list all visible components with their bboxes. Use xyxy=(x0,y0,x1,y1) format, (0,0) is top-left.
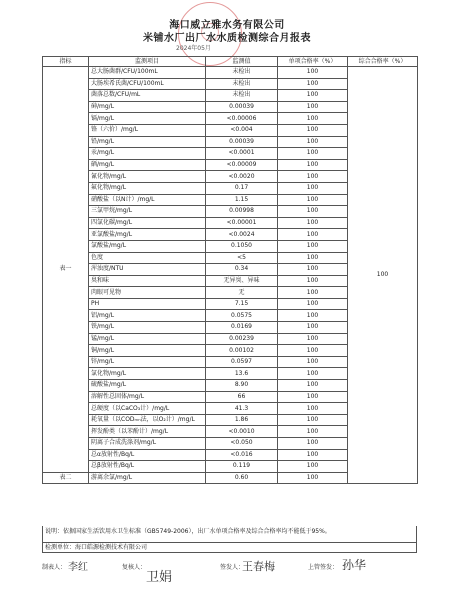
item-pass-rate: 100 xyxy=(278,345,348,357)
item-pass-rate: 100 xyxy=(278,171,348,183)
measured-value: <0.0001 xyxy=(206,148,278,160)
item-pass-rate: 100 xyxy=(278,67,348,79)
measured-value: <5 xyxy=(206,252,278,264)
item-name: 大肠埃希氏菌/CFU/100mL xyxy=(89,78,206,90)
item-pass-rate: 100 xyxy=(278,368,348,380)
measured-value: 0.00039 xyxy=(206,136,278,148)
water-quality-table xyxy=(42,56,418,484)
item-pass-rate: 100 xyxy=(278,101,348,113)
item-name: 臭和味 xyxy=(89,275,206,287)
measured-value: <0.004 xyxy=(206,124,278,136)
item-name: 色度 xyxy=(89,252,206,264)
item-name: 三氯甲烷/mg/L xyxy=(89,206,206,218)
measured-value: 8.90 xyxy=(206,380,278,392)
item-name: 铅/mg/L xyxy=(89,136,206,148)
measured-value: 0.0575 xyxy=(206,310,278,322)
report-title: 米铺水厂出厂水水质检测综合月报表 xyxy=(143,33,311,44)
item-name: 铝/mg/L xyxy=(89,310,206,322)
measured-value: 1.86 xyxy=(206,414,278,426)
item-pass-rate: 100 xyxy=(278,449,348,461)
item-pass-rate: 100 xyxy=(278,322,348,334)
item-name: 浑浊度/NTU xyxy=(89,264,206,276)
item-pass-rate: 100 xyxy=(278,287,348,299)
preparer-signature: 李红 xyxy=(68,562,88,573)
item-pass-rate: 100 xyxy=(278,414,348,426)
item-pass-rate: 100 xyxy=(278,159,348,171)
measured-value: 0.1050 xyxy=(206,240,278,252)
measured-value: 41.3 xyxy=(206,403,278,415)
item-pass-rate: 100 xyxy=(278,90,348,102)
approver-signature: 王春梅 xyxy=(242,560,275,573)
measured-value: <0.050 xyxy=(206,438,278,450)
item-name: 硒/mg/L xyxy=(89,159,206,171)
item-pass-rate: 100 xyxy=(278,217,348,229)
item-name: 游离余氯/mg/L xyxy=(89,472,206,484)
group-label-table2: 表二 xyxy=(43,472,89,484)
item-pass-rate: 100 xyxy=(278,356,348,368)
item-pass-rate: 100 xyxy=(278,391,348,403)
item-pass-rate: 100 xyxy=(278,380,348,392)
overall-pass-rate: 100 xyxy=(348,67,418,484)
item-pass-rate: 100 xyxy=(278,403,348,415)
col-overall-rate: 综合合格率（%） xyxy=(348,57,418,67)
measured-value: 0.0169 xyxy=(206,322,278,334)
measured-value: <0.00001 xyxy=(206,217,278,229)
measured-value: 66 xyxy=(206,391,278,403)
item-name: 硝酸盐（以N计）/mg/L xyxy=(89,194,206,206)
item-name: 肉眼可见物 xyxy=(89,287,206,299)
item-pass-rate: 100 xyxy=(278,275,348,287)
item-name: 亚氯酸盐/mg/L xyxy=(89,229,206,241)
item-name: 挥发酚类（以苯酚计）/mg/L xyxy=(89,426,206,438)
item-pass-rate: 100 xyxy=(278,438,348,450)
measured-value: <0.00009 xyxy=(206,159,278,171)
item-pass-rate: 100 xyxy=(278,333,348,345)
item-name: 总α放射性/Bq/L xyxy=(89,449,206,461)
table-header-row xyxy=(43,57,418,67)
measured-value: 0.00239 xyxy=(206,333,278,345)
item-name: 氯化物/mg/L xyxy=(89,368,206,380)
item-pass-rate: 100 xyxy=(278,136,348,148)
col-indicator: 指标 xyxy=(43,57,89,67)
item-pass-rate: 100 xyxy=(278,113,348,125)
measured-value: 无异臭、异味 xyxy=(206,275,278,287)
item-name: 氯酸盐/mg/L xyxy=(89,240,206,252)
col-item: 监测项目 xyxy=(89,57,206,67)
measured-value: 0.0597 xyxy=(206,356,278,368)
group-label-table1: 表一 xyxy=(43,67,89,473)
measured-value: 0.119 xyxy=(206,461,278,473)
item-name: 铁/mg/L xyxy=(89,322,206,334)
item-name: 氟化物/mg/L xyxy=(89,182,206,194)
item-name: 阴离子合成洗涤剂/mg/L xyxy=(89,438,206,450)
testing-organization: 检测单位：海口皓源检测技术有限公司 xyxy=(42,543,417,553)
item-name: 四氯化碳/mg/L xyxy=(89,217,206,229)
item-name: 总硬度（以CaCO₃计）/mg/L xyxy=(89,403,206,415)
measured-value: 1.15 xyxy=(206,194,278,206)
measured-value: 0.34 xyxy=(206,264,278,276)
item-pass-rate: 100 xyxy=(278,264,348,276)
item-name: 总大肠菌群/CFU/100mL xyxy=(89,67,206,79)
item-pass-rate: 100 xyxy=(278,240,348,252)
measured-value: 未检出 xyxy=(206,78,278,90)
item-name: 汞/mg/L xyxy=(89,148,206,160)
measured-value: <0.0010 xyxy=(206,426,278,438)
measured-value: <0.0024 xyxy=(206,229,278,241)
supervisor-signature: 孙华 xyxy=(342,558,367,572)
measured-value: 0.00998 xyxy=(206,206,278,218)
item-name: 铜/mg/L xyxy=(89,345,206,357)
measured-value: 未检出 xyxy=(206,90,278,102)
reviewer-signature: 卫娟 xyxy=(146,570,173,585)
item-name: 总β放射性/Bq/L xyxy=(89,461,206,473)
report-number: 2024年05月 xyxy=(176,45,211,52)
item-pass-rate: 100 xyxy=(278,426,348,438)
measured-value: <0.016 xyxy=(206,449,278,461)
item-name: 耗氧量（以CODₘₙ法，以O₂计）/mg/L xyxy=(89,414,206,426)
item-pass-rate: 100 xyxy=(278,229,348,241)
company-name: 海口威立雅水务有限公司 xyxy=(169,20,285,31)
item-pass-rate: 100 xyxy=(278,194,348,206)
item-pass-rate: 100 xyxy=(278,78,348,90)
item-name: 锰/mg/L xyxy=(89,333,206,345)
supervisor-label: 上管签发： xyxy=(308,564,339,571)
item-pass-rate: 100 xyxy=(278,124,348,136)
item-name: 铬（六价）/mg/L xyxy=(89,124,206,136)
measured-value: 0.60 xyxy=(206,472,278,484)
measured-value: 13.6 xyxy=(206,368,278,380)
item-pass-rate: 100 xyxy=(278,148,348,160)
approver-label: 签发人： xyxy=(220,564,245,571)
measured-value: 无 xyxy=(206,287,278,299)
preparer-label: 制表人： xyxy=(42,564,67,571)
item-pass-rate: 100 xyxy=(278,461,348,473)
item-name: 砷/mg/L xyxy=(89,101,206,113)
standard-note: 说明：依据国家生活饮用水卫生标准（GB5749-2006），出厂水单项合格率及综合合格率均不能低于95%。 xyxy=(42,526,417,543)
item-name: 溶解性总固体/mg/L xyxy=(89,391,206,403)
measured-value: <0.0020 xyxy=(206,171,278,183)
col-value: 监测值 xyxy=(206,57,278,67)
item-pass-rate: 100 xyxy=(278,252,348,264)
item-name: 硫酸盐/mg/L xyxy=(89,380,206,392)
item-pass-rate: 100 xyxy=(278,206,348,218)
signature-row xyxy=(42,560,417,588)
measured-value: 未检出 xyxy=(206,67,278,79)
item-name: 氰化物/mg/L xyxy=(89,171,206,183)
reviewer-label: 复核人： xyxy=(122,564,147,571)
item-name: PH xyxy=(89,298,206,310)
item-pass-rate: 100 xyxy=(278,310,348,322)
table-row xyxy=(43,67,418,79)
item-name: 锌/mg/L xyxy=(89,356,206,368)
measured-value: 0.00039 xyxy=(206,101,278,113)
item-pass-rate: 100 xyxy=(278,182,348,194)
item-pass-rate: 100 xyxy=(278,472,348,484)
item-name: 镉/mg/L xyxy=(89,113,206,125)
measured-value: 0.17 xyxy=(206,182,278,194)
col-rate: 单项合格率（%） xyxy=(278,57,348,67)
measured-value: <0.00006 xyxy=(206,113,278,125)
measured-value: 0.00102 xyxy=(206,345,278,357)
measured-value: 7.15 xyxy=(206,298,278,310)
item-pass-rate: 100 xyxy=(278,298,348,310)
item-name: 菌落总数/CFU/mL xyxy=(89,90,206,102)
